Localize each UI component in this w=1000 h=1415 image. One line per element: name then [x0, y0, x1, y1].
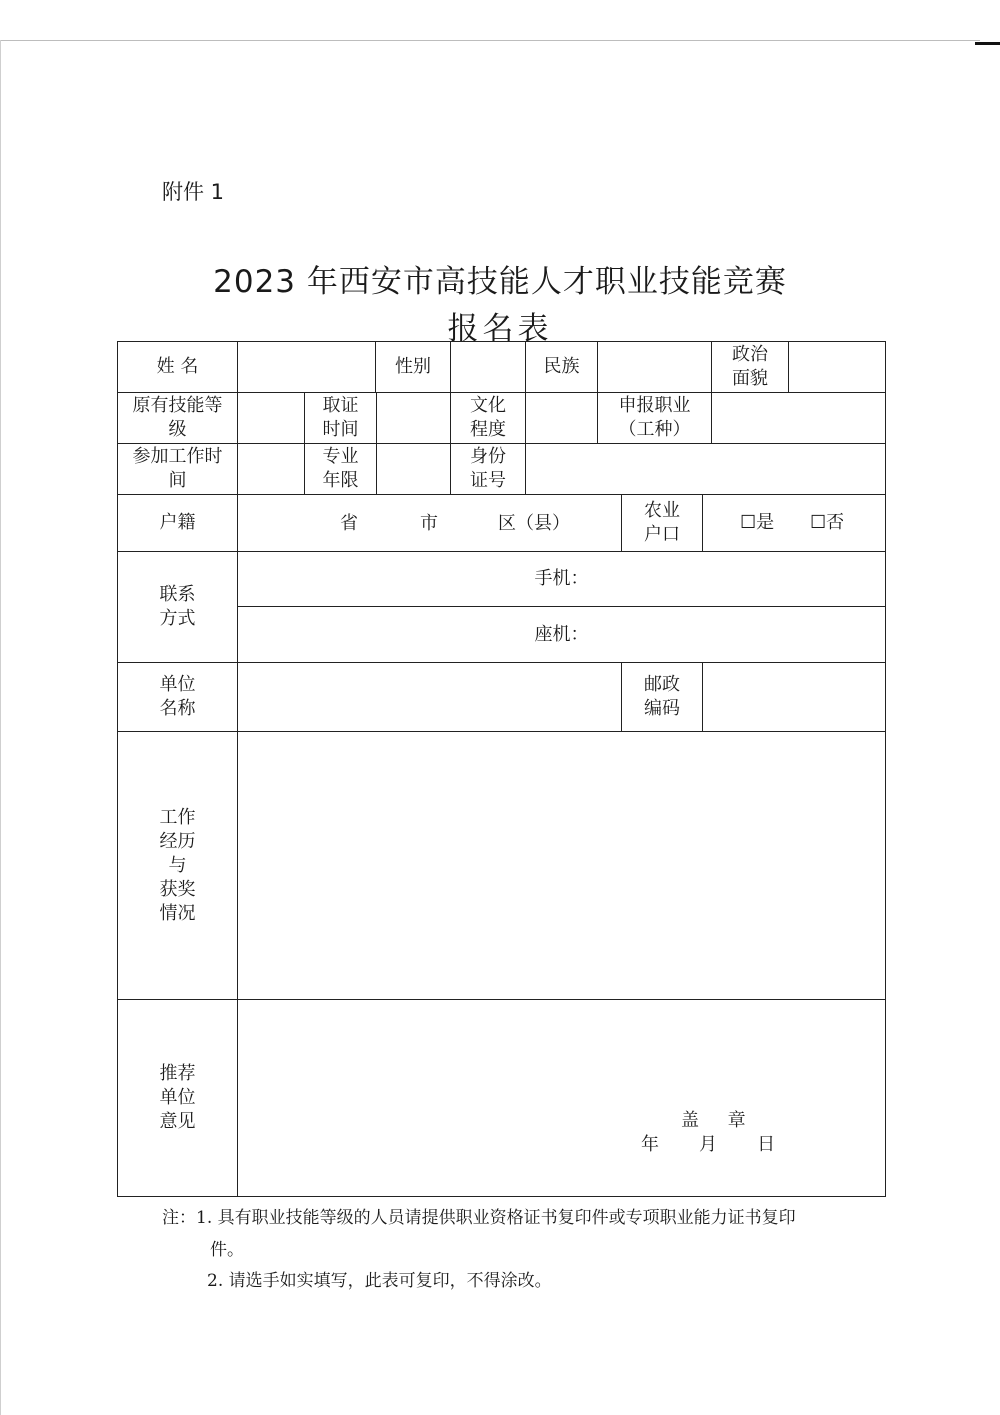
scan-edge-top: [0, 40, 980, 41]
seal-label: 盖 章: [681, 1110, 746, 1131]
unit-name-label: 单位 名称: [117, 662, 238, 732]
district-label: 区（县）: [498, 513, 570, 534]
cert-time-label: 取证 时间: [304, 392, 377, 444]
experience-label: 工作 经历 与 获奖 情况: [117, 731, 238, 1000]
unit-name-field[interactable]: [237, 662, 622, 732]
name-field[interactable]: [237, 341, 376, 393]
attachment-label: 附件 1: [162, 180, 225, 204]
political-label: 政治 面貌: [711, 341, 789, 393]
ethnicity-label: 民族: [525, 341, 598, 393]
postal-code-field[interactable]: [702, 662, 886, 732]
agri-no-checkbox[interactable]: ☐否: [810, 512, 845, 533]
id-number-label: 身份 证号: [450, 443, 526, 495]
id-number-field[interactable]: [525, 443, 886, 495]
scan-mark: [975, 42, 1000, 45]
occupation-field[interactable]: [711, 392, 886, 444]
form-subtitle: 报名表: [447, 311, 553, 347]
landline-field[interactable]: 座机：: [237, 606, 886, 663]
agri-yes-checkbox[interactable]: ☐是: [740, 512, 775, 533]
experience-field[interactable]: [237, 731, 886, 1000]
city-label: 市: [420, 513, 438, 534]
mobile-field[interactable]: 手机：: [237, 551, 886, 607]
occupation-label: 申报职业 （工种）: [597, 392, 712, 444]
political-field[interactable]: [788, 341, 886, 393]
agri-household-label: 农业 户口: [621, 494, 703, 552]
gender-label: 性别: [375, 341, 451, 393]
household-label: 户籍: [117, 494, 238, 552]
scan-edge-left: [0, 40, 1, 1415]
note-1-line1: 注：1. 具有职业技能等级的人员请提供职业资格证书复印件或专项职业能力证书复印: [162, 1208, 796, 1228]
education-label: 文化 程度: [450, 392, 526, 444]
province-label: 省: [340, 513, 358, 534]
recommend-label: 推荐 单位 意见: [117, 999, 238, 1197]
note-2: 2. 请选手如实填写，此表可复印，不得涂改。: [207, 1271, 552, 1291]
gender-field[interactable]: [450, 341, 526, 393]
work-start-label: 参加工作时 间: [117, 443, 238, 495]
postal-code-label: 邮政 编码: [621, 662, 703, 732]
recommend-field[interactable]: [237, 999, 886, 1197]
agri-household-field: [702, 494, 886, 552]
contact-label: 联系 方式: [117, 551, 238, 663]
note-1-line2: 件。: [210, 1240, 244, 1260]
cert-time-field[interactable]: [376, 392, 451, 444]
form-title: 2023 年西安市高技能人才职业技能竞赛: [213, 264, 787, 300]
skill-level-label: 原有技能等 级: [117, 392, 238, 444]
date-label: 年 月 日: [641, 1134, 776, 1155]
years-field[interactable]: [376, 443, 451, 495]
name-label: 姓 名: [117, 341, 238, 393]
skill-level-field[interactable]: [237, 392, 305, 444]
education-field[interactable]: [525, 392, 598, 444]
ethnicity-field[interactable]: [597, 341, 712, 393]
years-label: 专业 年限: [304, 443, 377, 495]
work-start-field[interactable]: [237, 443, 305, 495]
